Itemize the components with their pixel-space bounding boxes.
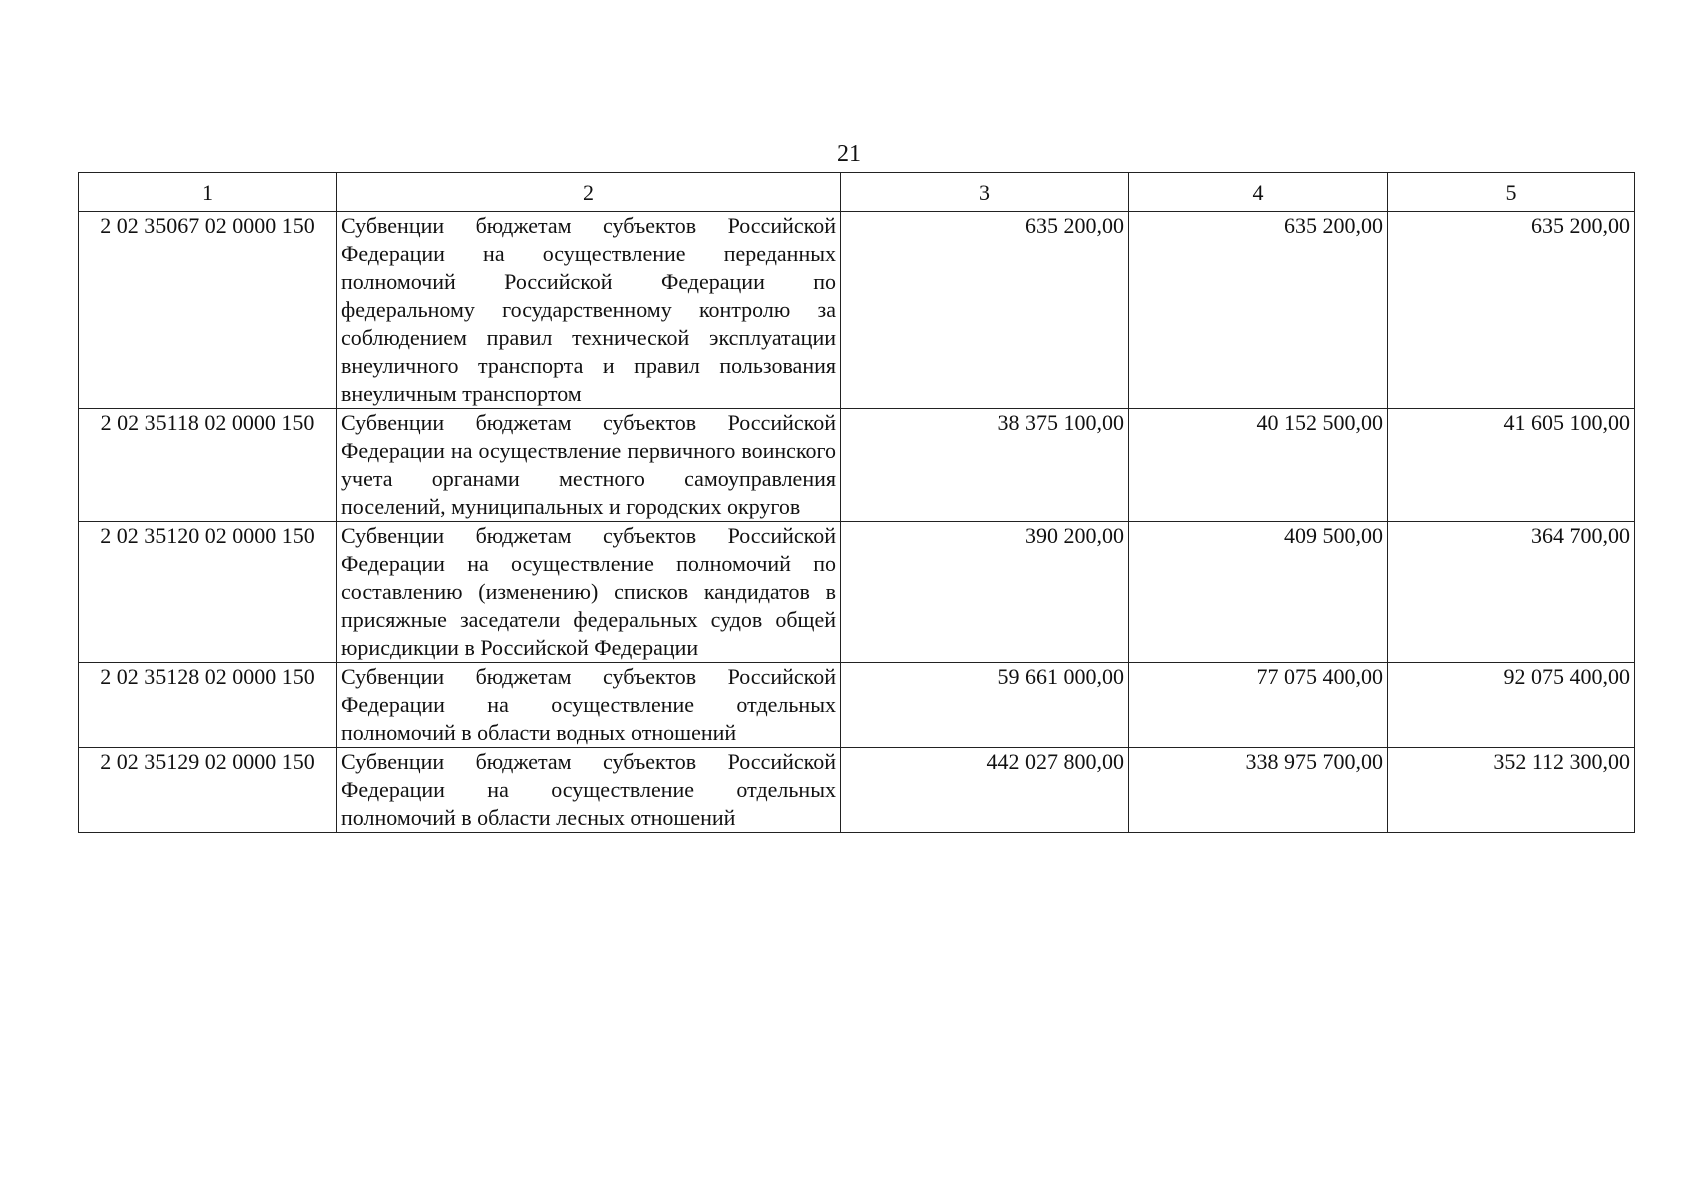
table-row xyxy=(79,663,1635,748)
table-row xyxy=(79,212,1635,409)
amount-col4: 635 200,00 xyxy=(1129,212,1388,409)
column-header-5: 5 xyxy=(1388,173,1635,212)
budget-code: 2 02 35128 02 0000 150 xyxy=(79,663,337,748)
column-header-4: 4 xyxy=(1129,173,1388,212)
amount-col5: 41 605 100,00 xyxy=(1388,409,1635,522)
amount-col3: 38 375 100,00 xyxy=(841,409,1129,522)
amount-col3: 59 661 000,00 xyxy=(841,663,1129,748)
budget-code: 2 02 35067 02 0000 150 xyxy=(79,212,337,409)
table-header-row xyxy=(79,173,1635,212)
column-header-1: 1 xyxy=(79,173,337,212)
amount-col5: 352 112 300,00 xyxy=(1388,748,1635,833)
table-row xyxy=(79,748,1635,833)
budget-code: 2 02 35120 02 0000 150 xyxy=(79,522,337,663)
amount-col4: 409 500,00 xyxy=(1129,522,1388,663)
revenue-name: Субвенции бюджетам субъектов Российской Федерации на осуществление отдельных полномочий в области водных отношений xyxy=(337,663,841,748)
amount-col4: 77 075 400,00 xyxy=(1129,663,1388,748)
column-header-3: 3 xyxy=(841,173,1129,212)
budget-code: 2 02 35129 02 0000 150 xyxy=(79,748,337,833)
amount-col3: 635 200,00 xyxy=(841,212,1129,409)
amount-col5: 635 200,00 xyxy=(1388,212,1635,409)
amount-col4: 40 152 500,00 xyxy=(1129,409,1388,522)
amount-col5: 364 700,00 xyxy=(1388,522,1635,663)
amount-col3: 390 200,00 xyxy=(841,522,1129,663)
revenue-name: Субвенции бюджетам субъектов Российской Федерации на осуществление первичного воинского учета органами местного самоуправления поселений, муниципальных и городских округов xyxy=(337,409,841,522)
budget-table xyxy=(78,172,1635,833)
amount-col3: 442 027 800,00 xyxy=(841,748,1129,833)
revenue-name: Субвенции бюджетам субъектов Российской Федерации на осуществление переданных полномочий Российской Федерации по федеральному государственному контролю за соблюдением правил технической эксплуатации внеуличного транспорта и правил пользования внеуличным транспортом xyxy=(337,212,841,409)
column-header-2: 2 xyxy=(337,173,841,212)
page-number: 21 xyxy=(837,141,861,167)
amount-col4: 338 975 700,00 xyxy=(1129,748,1388,833)
budget-code: 2 02 35118 02 0000 150 xyxy=(79,409,337,522)
table-row xyxy=(79,522,1635,663)
amount-col5: 92 075 400,00 xyxy=(1388,663,1635,748)
revenue-name: Субвенции бюджетам субъектов Российской Федерации на осуществление полномочий по составлению (изменению) списков кандидатов в присяжные заседатели федеральных судов общей юрисдикции в Российской Федерации xyxy=(337,522,841,663)
table-row xyxy=(79,409,1635,522)
revenue-name: Субвенции бюджетам субъектов Российской Федерации на осуществление отдельных полномочий в области лесных отношений xyxy=(337,748,841,833)
